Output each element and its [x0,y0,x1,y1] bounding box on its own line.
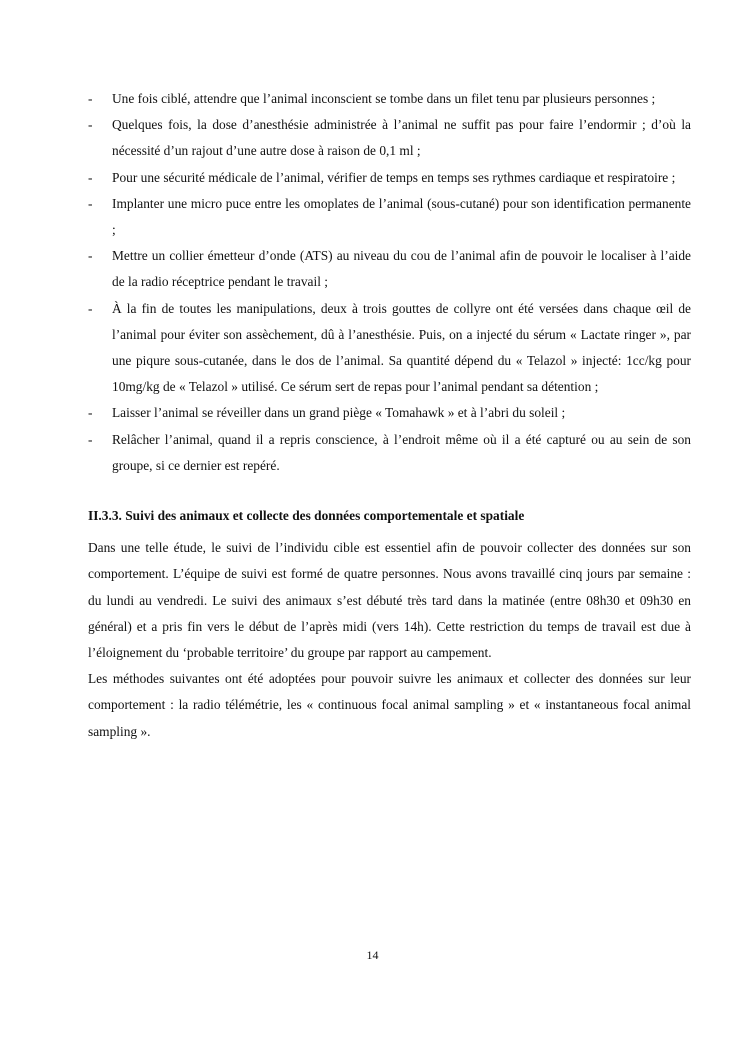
list-item-text: Mettre un collier émetteur d’onde (ATS) au niveau du cou de l’animal afin de pouvoir le localiser à l’aide de la radio réceptrice pendant le travail ; [112,248,691,290]
list-item-text: Quelques fois, la dose d’anesthésie administrée à l’animal ne suffit pas pour faire l’endormir ; d’où la nécessité d’un rajout d’une autre dose à raison de 0,1 ml ; [112,117,691,159]
list-item-text: Laisser l’animal se réveiller dans un grand piège « Tomahawk » et à l’abri du soleil ; [112,405,566,421]
list-item [88,112,691,164]
bullet-dash: - [88,169,93,185]
list-item [88,165,691,191]
bullet-dash: - [88,405,93,421]
bullet-dash: - [88,195,93,211]
list-item [88,243,691,295]
bullet-dash: - [88,117,93,133]
page-number: 14 [366,948,379,962]
procedure-list [88,86,691,479]
bullet-dash: - [88,91,93,106]
bullet-dash: - [88,248,93,264]
document-page [88,86,691,745]
bullet-dash: - [88,300,93,316]
bullet-dash: - [88,431,93,447]
paragraph: Les méthodes suivantes ont été adoptées pour pouvoir suivre les animaux et collecter des données sur leur comportement : la radio télémétrie, les « continuous focal animal sampling » et « instantaneous focal animal sampling ». [88,671,691,739]
paragraph: Dans une telle étude, le suivi de l’individu cible est essentiel afin de pouvoir collecter des données sur son comportement. L’équipe de suivi est formé de quatre personnes. Nous avons travaillé cinq jours par semaine : du lundi au vendredi. Le suivi des animaux s’est débuté très tard dans la matinée (entre 08h30 et 09h30 en général) et a pris fin vers le début de l’après midi (vers 14h). Cette restriction du temps de travail est due à l’éloignement du ‘probable territoire’ du groupe par rapport au campement. [88,540,691,661]
list-item-text: À la fin de toutes les manipulations, deux à trois gouttes de collyre ont été versées dans chaque œil de l’animal pour éviter son assèchement, dû à l’anesthésie. Puis, on a injecté du sérum « Lactate ringer », par une piqure sous-cutanée, dans le dos de l’animal. Sa quantité dépend du « Telazol » injecté: 1cc/kg pour 10mg/kg de « Telazol » utilisé. Ce sérum sert de repas pour l’animal pendant sa détention ; [112,300,691,395]
list-item-text: Une fois ciblé, attendre que l’animal inconscient se tombe dans un filet tenu par plusieurs personnes ; [112,91,656,106]
list-item [88,191,691,243]
list-item-text: Implanter une micro puce entre les omoplates de l’animal (sous-cutané) pour son identification permanente ; [112,195,691,238]
list-item-text: Pour une sécurité médicale de l’animal, vérifier de temps en temps ses rythmes cardiaque et respiratoire ; [112,169,676,185]
list-item [88,296,691,401]
list-item [88,86,691,112]
list-item [88,400,691,426]
section-heading: II.3.3. Suivi des animaux et collecte des données comportementale et spatiale [88,508,525,524]
list-item [88,427,691,479]
list-item-text: Relâcher l’animal, quand il a repris conscience, à l’endroit même où il a été capturé ou au sein de son groupe, si ce dernier est repéré. [112,431,691,473]
